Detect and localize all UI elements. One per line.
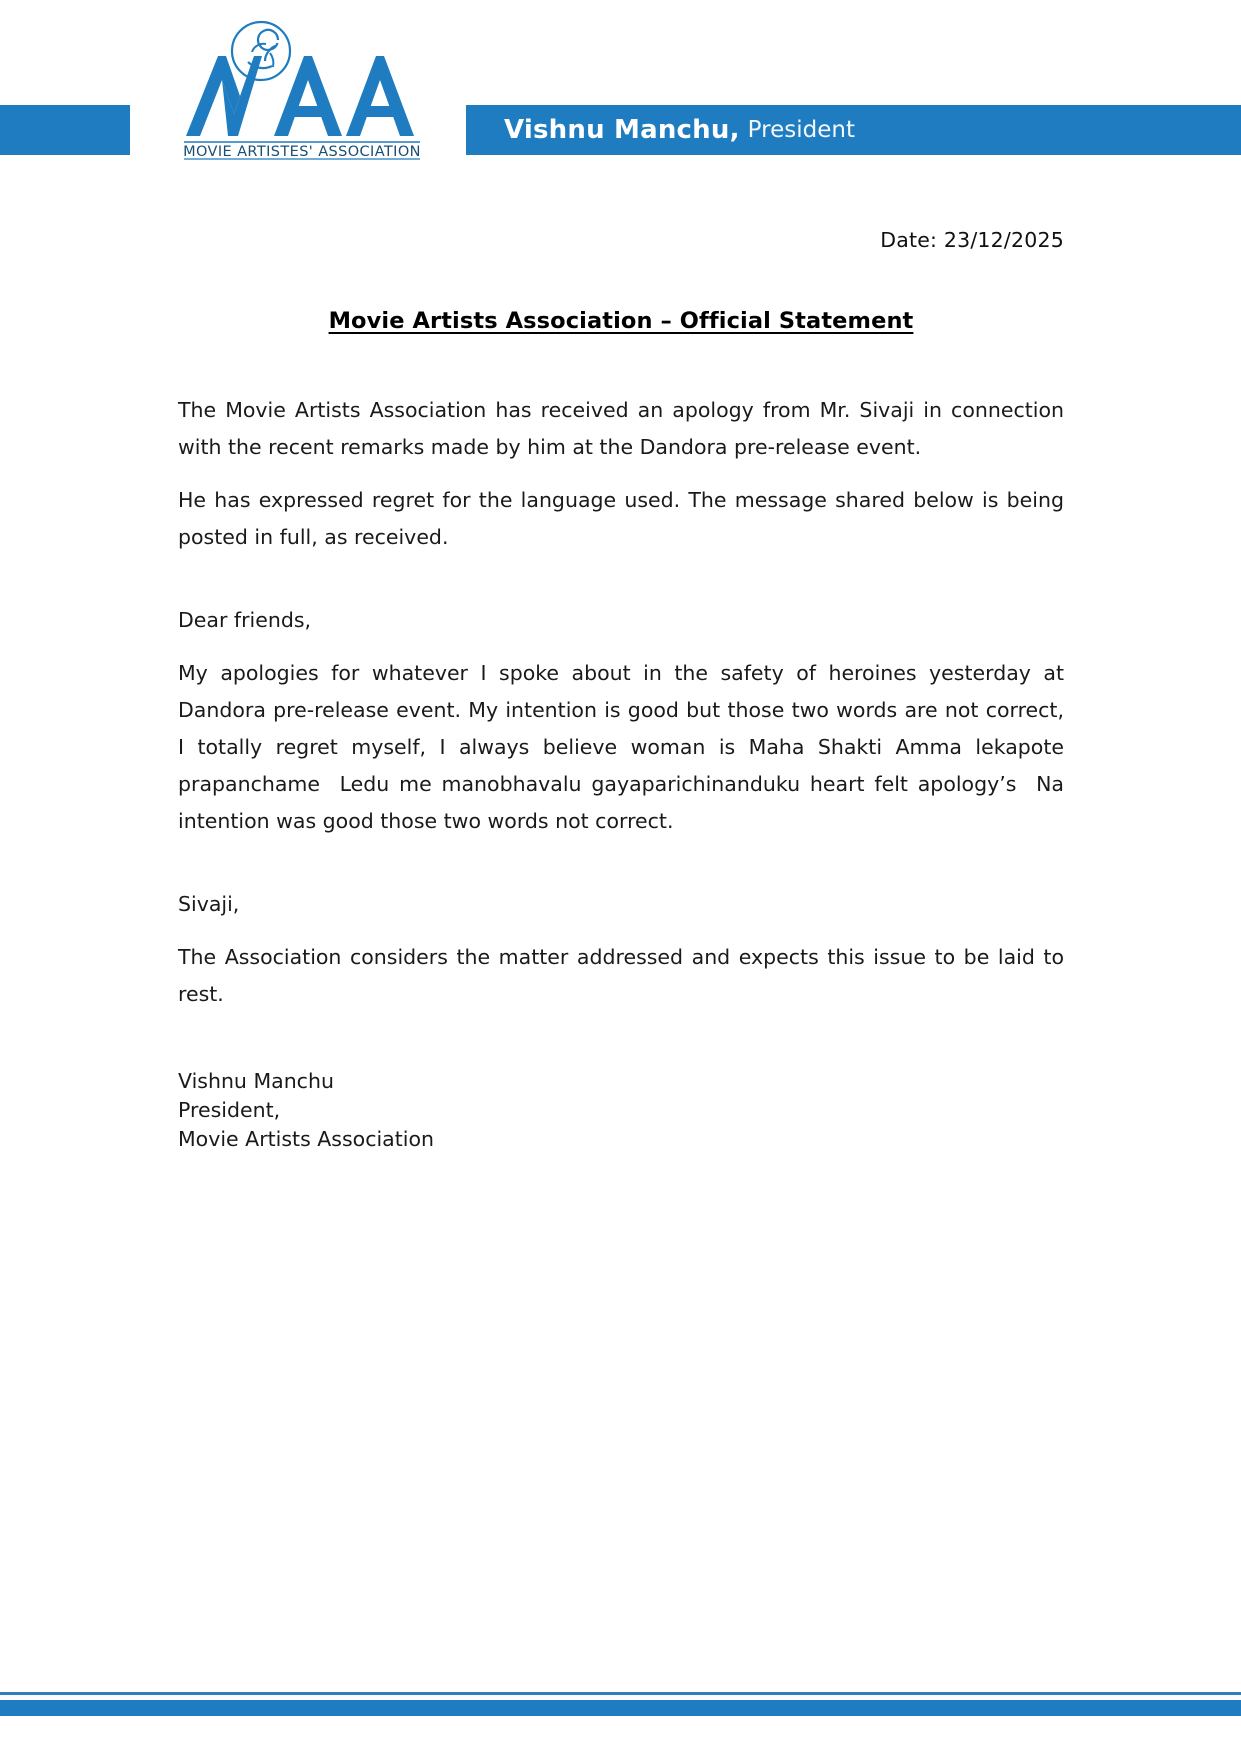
signature-block <box>178 1067 1064 1154</box>
signoff-sivaji: Sivaji, <box>178 892 240 916</box>
signature-name: Vishnu Manchu <box>178 1069 334 1093</box>
spacer <box>178 856 1064 886</box>
signature-organisation: Movie Artists Association <box>178 1127 435 1151</box>
maa-logo <box>178 18 426 160</box>
document-date: Date: 23/12/2025 <box>880 228 1064 252</box>
maa-mother-child-icon <box>178 18 426 160</box>
document-title: Movie Artists Association – Official Statement <box>328 308 914 334</box>
header-person-role: President <box>747 117 855 143</box>
signature-title: President, <box>178 1098 281 1122</box>
header-accent-bar-left <box>0 105 130 155</box>
paragraph-regret: He has expressed regret for the language used. The message shared below is being posted in full, as received. <box>178 488 1071 549</box>
salutation-dear-friends: Dear friends, <box>178 608 312 632</box>
paragraph-closing: The Association considers the matter addressed and expects this issue to be laid to rest. <box>178 945 1071 1006</box>
header-person-name: Vishnu Manchu, <box>504 115 740 145</box>
paragraph-apology-message: My apologies for whatever I spoke about in the safety of heroines yesterday at Dandora pre-release event. My intention is good but those two words are not correct, I totally regret myself, I always believe woman is Maha Shakti Amma lekapote prapanchame Ledu me manobhavalu gayaparichinanduku heart felt apology’s Na intention was good those two words not correct. <box>178 661 1071 833</box>
document-body <box>178 228 1071 1154</box>
spacer <box>178 572 1064 602</box>
header-title-banner <box>466 105 1241 155</box>
paragraph-intro: The Movie Artists Association has received an apology from Mr. Sivaji in connection with the recent remarks made by him at the Dandora pre-release event. <box>178 398 1071 459</box>
logo-caption: MOVIE ARTISTES' ASSOCIATION <box>183 144 421 160</box>
footer-accent-bar <box>0 1700 1241 1716</box>
document-header <box>0 0 1241 170</box>
